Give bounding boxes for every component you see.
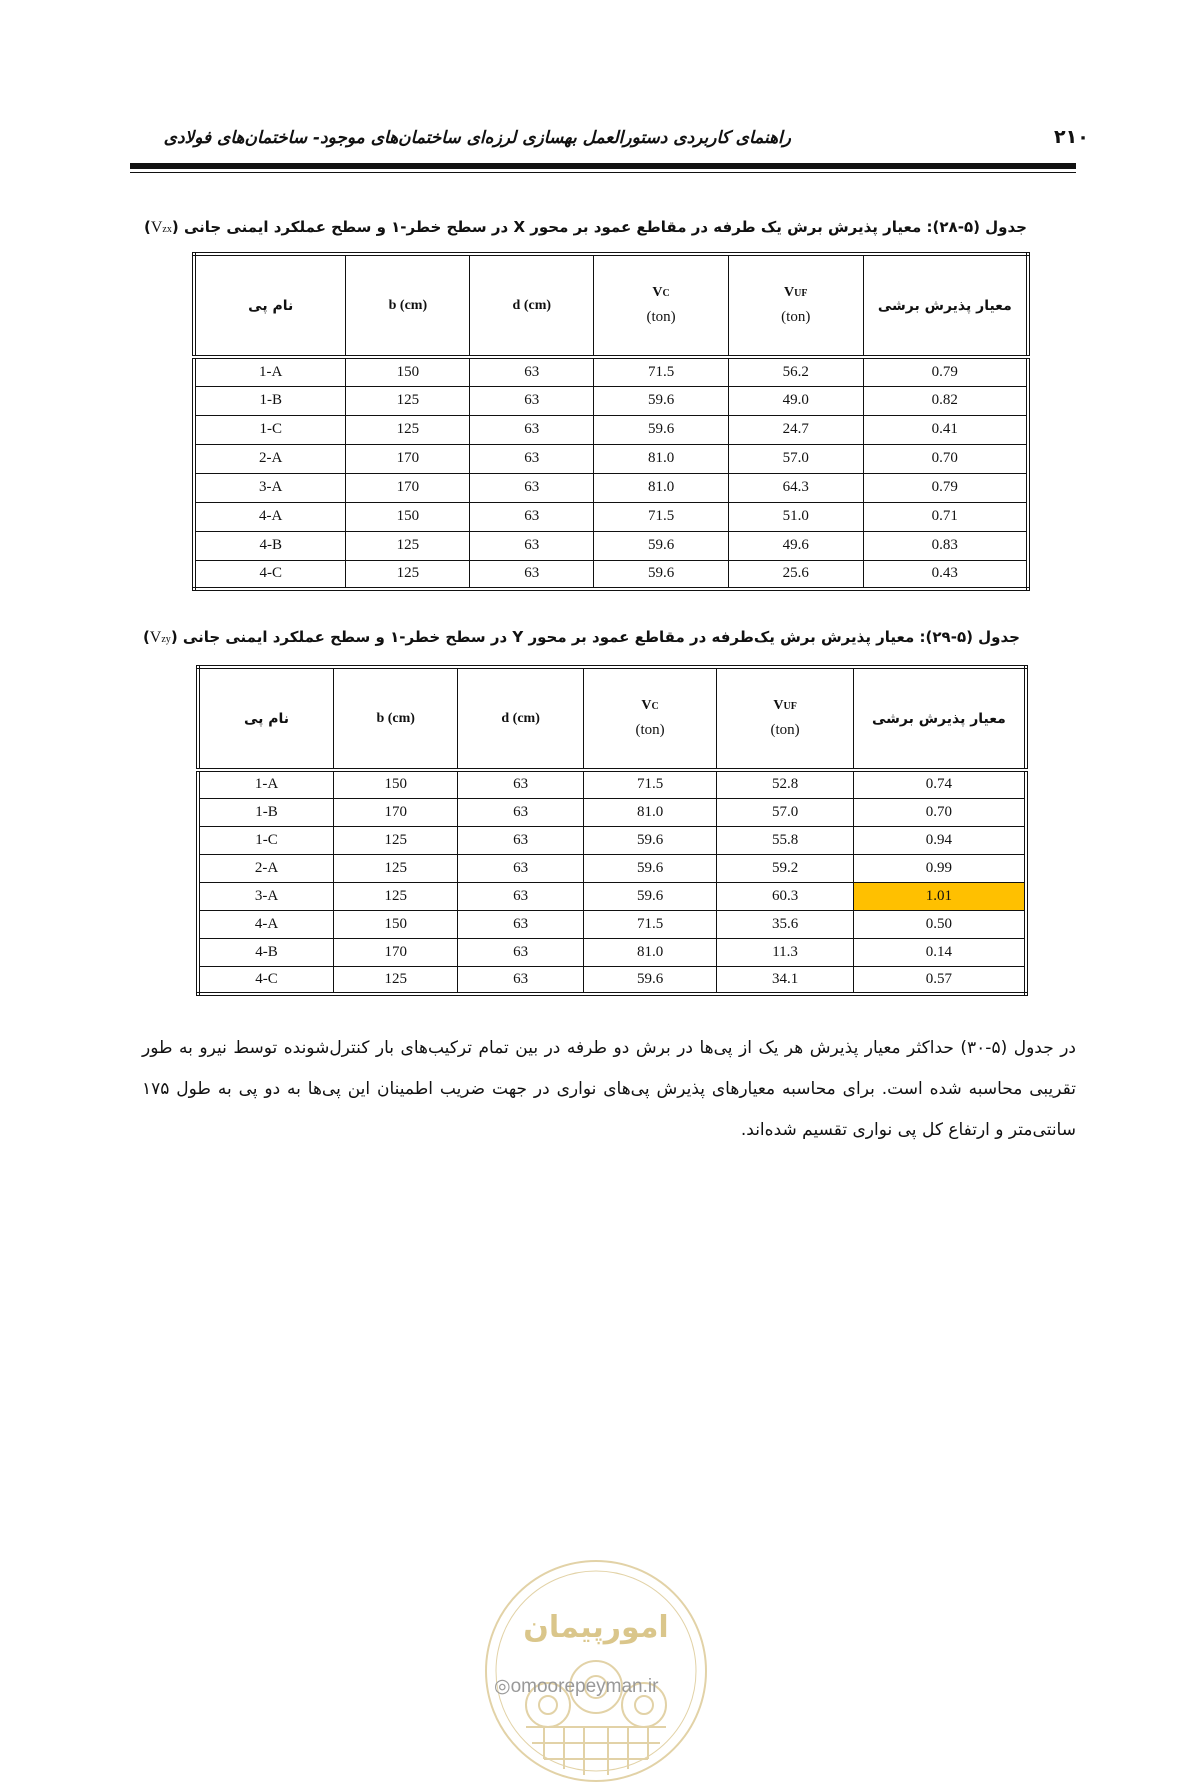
table2-cell-vuf: 59.2: [717, 854, 853, 882]
body-paragraph: [142, 1028, 1076, 1151]
watermark-seal-text: امورپیمان: [523, 1610, 669, 1645]
table1-cell-vuf: 25.6: [728, 560, 863, 589]
table2-body: [198, 770, 1026, 994]
table1-cell-b: 125: [346, 531, 470, 560]
table2-cell-b: 125: [333, 854, 457, 882]
table1-cell-vc: 81.0: [594, 473, 729, 502]
table2-header-row: [198, 667, 1026, 770]
table1-cell-vc: 81.0: [594, 444, 729, 473]
table2-cell-ratio: 1.01: [853, 882, 1026, 910]
table1-header-vc: VC (ton): [594, 254, 729, 357]
table1-cell-vuf: 24.7: [728, 415, 863, 444]
table2-cell-ratio: 0.74: [853, 770, 1026, 798]
table2-cell-vc: 59.6: [583, 826, 716, 854]
table1-header-b: b (cm): [346, 254, 470, 357]
table1: [192, 252, 1030, 591]
table2-cell-vuf: 11.3: [717, 938, 853, 966]
table1-cell-d: 63: [470, 560, 594, 589]
table2-header-b: b (cm): [333, 667, 457, 770]
table2-cell-name: 2-A: [198, 854, 333, 882]
table1-row: [194, 357, 1028, 386]
table1-cell-name: 1-C: [194, 415, 346, 444]
table1-cell-ratio: 0.70: [863, 444, 1028, 473]
table2-cell-ratio: 0.14: [853, 938, 1026, 966]
table2-row: [198, 882, 1026, 910]
table2-cell-vc: 81.0: [583, 938, 716, 966]
table2-cell-vuf: 55.8: [717, 826, 853, 854]
table1-cell-ratio: 0.41: [863, 415, 1028, 444]
table1-cell-vc: 71.5: [594, 357, 729, 386]
table1-cell-d: 63: [470, 357, 594, 386]
table2-cell-b: 125: [333, 966, 457, 994]
table1-cell-vc: 59.6: [594, 386, 729, 415]
table2-cell-name: 4-B: [198, 938, 333, 966]
table2-cell-d: 63: [458, 770, 583, 798]
table2-cell-d: 63: [458, 854, 583, 882]
page-number: ۲۱۰: [1054, 126, 1089, 148]
table2-cell-b: 150: [333, 770, 457, 798]
watermark-site-icon: ◎: [494, 1676, 511, 1697]
header-rule-thick: [130, 163, 1076, 169]
table1-header-name: نام پی: [194, 254, 346, 357]
table2-row: [198, 966, 1026, 994]
table1-cell-name: 1-A: [194, 357, 346, 386]
table1-cell-b: 170: [346, 473, 470, 502]
table1-cell-b: 150: [346, 502, 470, 531]
table2-cell-vuf: 60.3: [717, 882, 853, 910]
table1-cell-vuf: 64.3: [728, 473, 863, 502]
table1-cell-b: 170: [346, 444, 470, 473]
table2-cell-ratio: 0.99: [853, 854, 1026, 882]
table1-cell-name: 4-C: [194, 560, 346, 589]
table2-row: [198, 770, 1026, 798]
table2-cell-d: 63: [458, 798, 583, 826]
table2-cell-vuf: 34.1: [717, 966, 853, 994]
table2-cell-vc: 71.5: [583, 770, 716, 798]
watermark-site: [494, 1675, 658, 1698]
table1-cell-vc: 59.6: [594, 415, 729, 444]
table2-cell-vc: 59.6: [583, 854, 716, 882]
table2-caption-symbol: Vzy: [149, 629, 171, 646]
table1-cell-d: 63: [470, 444, 594, 473]
table1-cell-d: 63: [470, 415, 594, 444]
table2-cell-ratio: 0.57: [853, 966, 1026, 994]
table2-cell-b: 170: [333, 938, 457, 966]
table1-cell-name: 4-B: [194, 531, 346, 560]
table1-cell-b: 125: [346, 415, 470, 444]
table2-cell-name: 1-A: [198, 770, 333, 798]
table1-cell-name: 1-B: [194, 386, 346, 415]
table2-row: [198, 910, 1026, 938]
table1-row: [194, 502, 1028, 531]
table2-caption-text: جدول (۵-۲۹): معیار پذیرش برش یک‌طرفه در مقاطع عمود بر محور Y در سطح خطر-۱ و سطح عملکرد ایمنی جانی (: [170, 628, 1020, 646]
table1-cell-d: 63: [470, 386, 594, 415]
table2-cell-name: 1-B: [198, 798, 333, 826]
table1-row: [194, 415, 1028, 444]
table1-caption-close: ): [144, 218, 151, 236]
table2-header-vuf: VUF (ton): [717, 667, 853, 770]
table2-header-name: نام پی: [198, 667, 333, 770]
table2-cell-vc: 71.5: [583, 910, 716, 938]
table2-header-vc: VC (ton): [583, 667, 716, 770]
table2-cell-b: 150: [333, 910, 457, 938]
table1-cell-b: 125: [346, 386, 470, 415]
table1-body: [194, 357, 1028, 589]
table2-cell-name: 3-A: [198, 882, 333, 910]
table2-header-d: d (cm): [458, 667, 583, 770]
table2-cell-b: 125: [333, 826, 457, 854]
table1-cell-name: 2-A: [194, 444, 346, 473]
table1-header-row: [194, 254, 1028, 357]
table2-cell-vuf: 57.0: [717, 798, 853, 826]
table2-cell-b: 125: [333, 882, 457, 910]
table1-cell-ratio: 0.71: [863, 502, 1028, 531]
table1-header-vuf: VUF (ton): [728, 254, 863, 357]
table1-caption-symbol: Vzx: [150, 219, 172, 236]
table2-cell-d: 63: [458, 966, 583, 994]
table2-row: [198, 854, 1026, 882]
body-paragraph-text: در جدول (۵-۳۰) حداکثر معیار پذیرش هر یک از پی‌ها در برش دو طرفه در بین تمام ترکیب‌های بار کنترل‌شونده توسط نیرو به طور تقریبی محاسبه شده است. برای محاسبه معیارهای پذیرش پی‌های نواری در جهت ضریب اطمینان این پی‌ها به دو پی به طول ۱۷۵ سانتی‌متر و ارتفاع کل پی نواری تقسیم شده‌اند.: [142, 1038, 1076, 1140]
table2-cell-d: 63: [458, 826, 583, 854]
table1-cell-vuf: 49.0: [728, 386, 863, 415]
table2: [196, 665, 1028, 996]
table1-row: [194, 560, 1028, 589]
table1-cell-b: 150: [346, 357, 470, 386]
table2-header-criterion: معیار پذیرش برشی: [853, 667, 1026, 770]
table1-header-criterion: معیار پذیرش برشی: [863, 254, 1028, 357]
watermark-site-text: omoorepeyman.ir: [510, 1676, 659, 1697]
table1-cell-d: 63: [470, 502, 594, 531]
running-header-title: راهنمای کاربردی دستورالعمل بهسازی لرزه‌ای ساختمان‌های موجود- ساختمان‌های فولادی: [163, 128, 791, 148]
table1-caption-text: جدول (۵-۲۸): معیار پذیرش برش یک طرفه در مقاطع عمود بر محور X در سطح خطر-۱ و سطح عملکرد ایمنی جانی (: [171, 218, 1027, 236]
table2-cell-name: 4-A: [198, 910, 333, 938]
table1-cell-vc: 71.5: [594, 502, 729, 531]
table2-row: [198, 798, 1026, 826]
table1-row: [194, 473, 1028, 502]
table2-cell-d: 63: [458, 882, 583, 910]
table1-cell-name: 3-A: [194, 473, 346, 502]
table2-cell-d: 63: [458, 938, 583, 966]
table1-row: [194, 444, 1028, 473]
table2-caption: [143, 628, 1020, 647]
table2-row: [198, 826, 1026, 854]
table2-cell-name: 1-C: [198, 826, 333, 854]
table2-cell-vc: 81.0: [583, 798, 716, 826]
table1-header-d: d (cm): [470, 254, 594, 357]
table1-cell-ratio: 0.79: [863, 357, 1028, 386]
watermark-seal: [480, 1555, 712, 1787]
table1-cell-name: 4-A: [194, 502, 346, 531]
table2-cell-vc: 59.6: [583, 882, 716, 910]
table1-cell-ratio: 0.83: [863, 531, 1028, 560]
table2-cell-ratio: 0.70: [853, 798, 1026, 826]
table1-row: [194, 531, 1028, 560]
table1-cell-ratio: 0.79: [863, 473, 1028, 502]
table2-cell-vuf: 35.6: [717, 910, 853, 938]
table1-cell-vuf: 51.0: [728, 502, 863, 531]
table2-cell-vc: 59.6: [583, 966, 716, 994]
table1-cell-ratio: 0.82: [863, 386, 1028, 415]
table2-cell-ratio: 0.50: [853, 910, 1026, 938]
table1-cell-vuf: 49.6: [728, 531, 863, 560]
table1-caption: [144, 218, 1027, 237]
table1-cell-b: 125: [346, 560, 470, 589]
table1-cell-d: 63: [470, 473, 594, 502]
table1-cell-vc: 59.6: [594, 531, 729, 560]
table2-cell-vuf: 52.8: [717, 770, 853, 798]
table2-cell-b: 170: [333, 798, 457, 826]
table1-row: [194, 386, 1028, 415]
table2-caption-close: ): [142, 628, 150, 646]
table1-cell-ratio: 0.43: [863, 560, 1028, 589]
table1-cell-vuf: 56.2: [728, 357, 863, 386]
table2-row: [198, 938, 1026, 966]
table1-cell-d: 63: [470, 531, 594, 560]
table2-cell-ratio: 0.94: [853, 826, 1026, 854]
table2-cell-d: 63: [458, 910, 583, 938]
header-rule-thin: [130, 172, 1076, 173]
table1-cell-vc: 59.6: [594, 560, 729, 589]
table2-cell-name: 4-C: [198, 966, 333, 994]
table1-cell-vuf: 57.0: [728, 444, 863, 473]
